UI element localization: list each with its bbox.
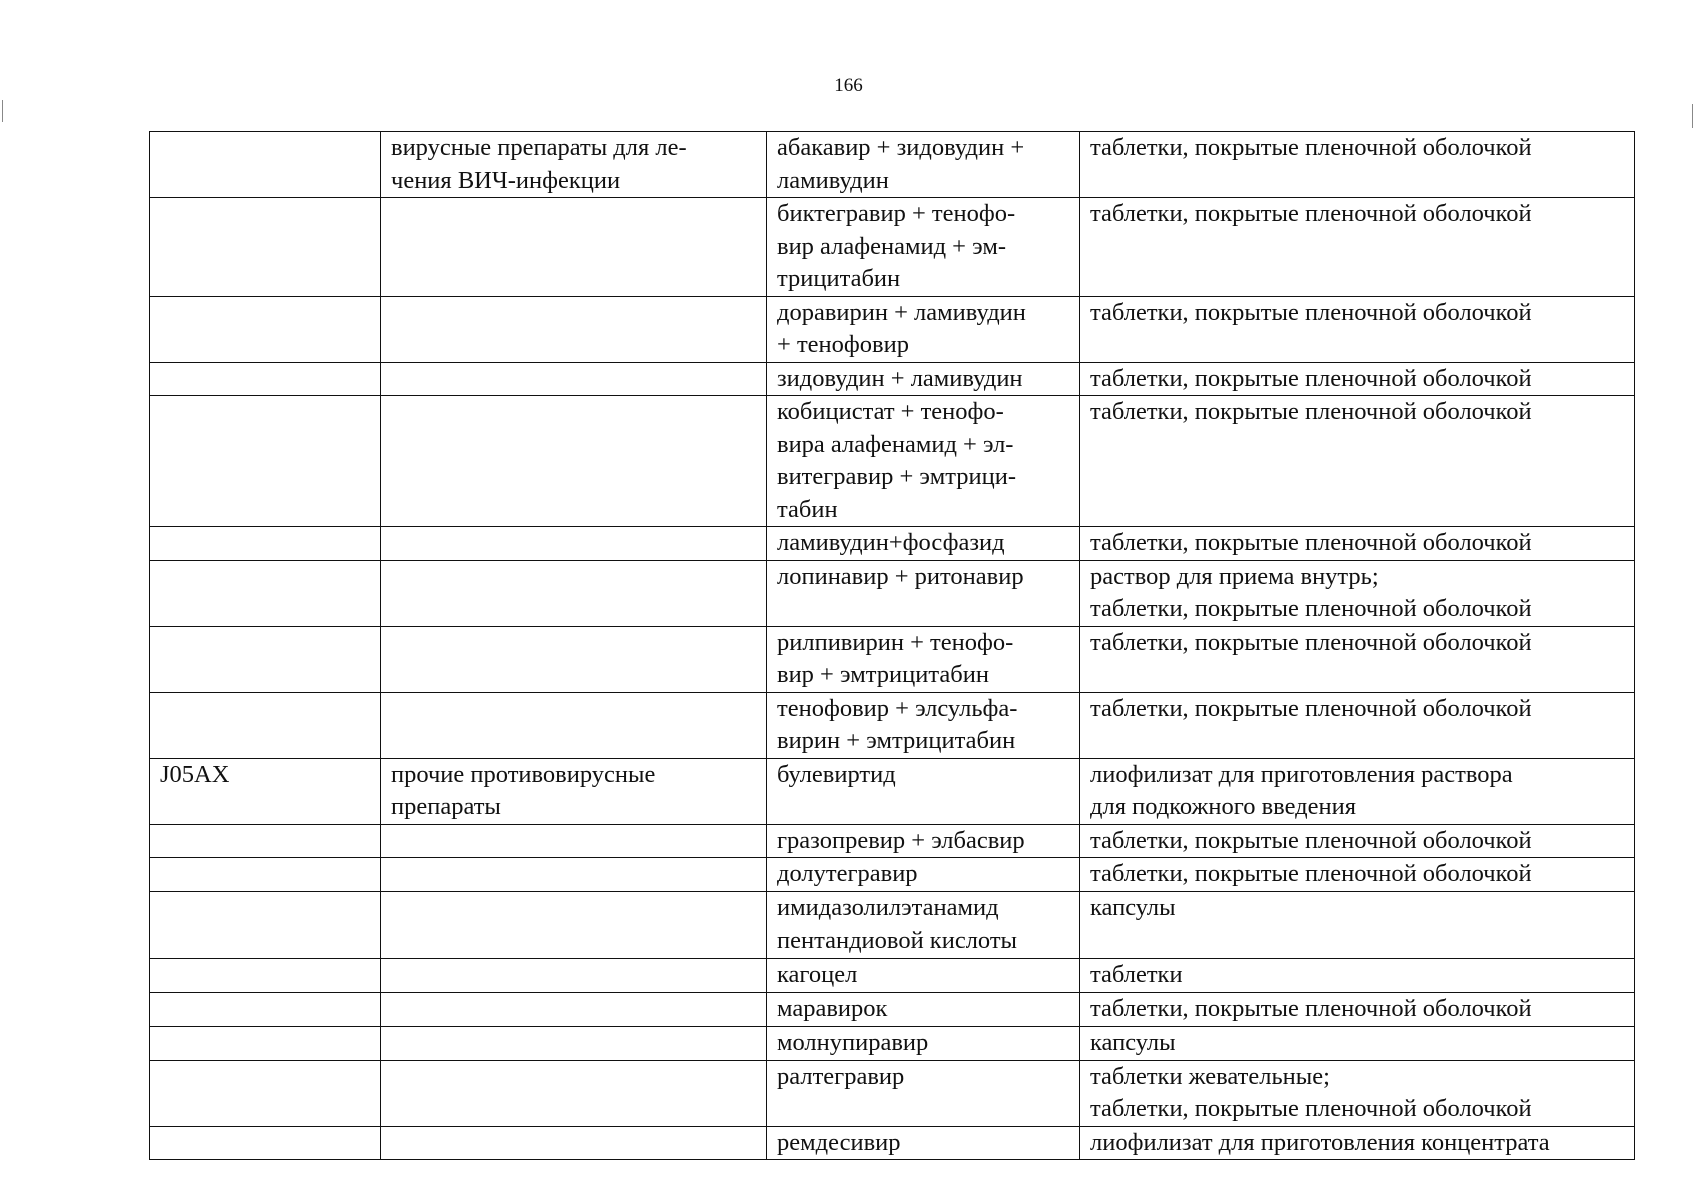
table-cell-form: таблетки, покрытые пленочной оболочкой bbox=[1080, 824, 1635, 858]
table-cell-form: таблетки, покрытые пленочной оболочкой bbox=[1080, 626, 1635, 692]
table-cell-group bbox=[381, 824, 767, 858]
table-cell-group bbox=[381, 560, 767, 626]
table-cell-form: лиофилизат для приготовления концентрата bbox=[1080, 1126, 1635, 1160]
table-cell-code bbox=[150, 362, 381, 396]
table-cell-code bbox=[150, 858, 381, 892]
table-cell-group bbox=[381, 396, 767, 527]
table-cell-form: капсулы bbox=[1080, 892, 1635, 959]
table-cell-form: таблетки, покрытые пленочной оболочкой bbox=[1080, 296, 1635, 362]
table-cell-code bbox=[150, 296, 381, 362]
table-row bbox=[150, 1026, 1635, 1060]
table-cell-group bbox=[381, 527, 767, 561]
table-cell-code bbox=[150, 560, 381, 626]
table-cell-group bbox=[381, 296, 767, 362]
table-cell-form: таблетки bbox=[1080, 959, 1635, 993]
scan-edge-mark bbox=[1692, 104, 1693, 128]
table-cell-form: таблетки, покрытые пленочной оболочкой bbox=[1080, 692, 1635, 758]
table-cell-code bbox=[150, 132, 381, 198]
table-cell-code bbox=[150, 527, 381, 561]
table-row bbox=[150, 132, 1635, 198]
table-cell-drug: биктегравир + тенофо- вир алафенамид + эм- трицитабин bbox=[767, 198, 1080, 297]
table-cell-drug: гразопревир + элбасвир bbox=[767, 824, 1080, 858]
table-cell-group bbox=[381, 692, 767, 758]
table-cell-form: таблетки, покрытые пленочной оболочкой bbox=[1080, 198, 1635, 297]
table-cell-drug: маравирок bbox=[767, 992, 1080, 1026]
table-cell-group bbox=[381, 892, 767, 959]
table-cell-drug: молнупиравир bbox=[767, 1026, 1080, 1060]
table-row bbox=[150, 824, 1635, 858]
table-row bbox=[150, 527, 1635, 561]
table-cell-group bbox=[381, 626, 767, 692]
table-cell-code bbox=[150, 1060, 381, 1126]
table-cell-group: прочие противовирусные препараты bbox=[381, 758, 767, 824]
table-cell-code bbox=[150, 692, 381, 758]
table-row bbox=[150, 560, 1635, 626]
table-cell-code bbox=[150, 396, 381, 527]
table-cell-form: таблетки, покрытые пленочной оболочкой bbox=[1080, 396, 1635, 527]
table-cell-form: капсулы bbox=[1080, 1026, 1635, 1060]
table-cell-drug: тенофовир + элсульфа- вирин + эмтрицитабин bbox=[767, 692, 1080, 758]
table-cell-code bbox=[150, 959, 381, 993]
table-row bbox=[150, 396, 1635, 527]
table-row bbox=[150, 626, 1635, 692]
table-cell-group bbox=[381, 1026, 767, 1060]
table-cell-drug: имидазолилэтанамид пентандиовой кислоты bbox=[767, 892, 1080, 959]
table-cell-code: J05AX bbox=[150, 758, 381, 824]
table-cell-form: раствор для приема внутрь; таблетки, покрытые пленочной оболочкой bbox=[1080, 560, 1635, 626]
table-cell-drug: доравирин + ламивудин + тенофовир bbox=[767, 296, 1080, 362]
table-row bbox=[150, 1126, 1635, 1160]
table-row bbox=[150, 692, 1635, 758]
table-row bbox=[150, 362, 1635, 396]
table-cell-form: таблетки, покрытые пленочной оболочкой bbox=[1080, 362, 1635, 396]
table-row bbox=[150, 198, 1635, 297]
table-row bbox=[150, 992, 1635, 1026]
table-cell-drug: абакавир + зидовудин + ламивудин bbox=[767, 132, 1080, 198]
table-cell-group bbox=[381, 992, 767, 1026]
table-cell-group bbox=[381, 1126, 767, 1160]
drug-table bbox=[149, 131, 1635, 1160]
table-cell-drug: рилпивирин + тенофо- вир + эмтрицитабин bbox=[767, 626, 1080, 692]
table-row bbox=[150, 892, 1635, 959]
scan-edge-mark bbox=[2, 100, 3, 122]
table-cell-group bbox=[381, 858, 767, 892]
table-cell-form: таблетки, покрытые пленочной оболочкой bbox=[1080, 132, 1635, 198]
table-cell-form: таблетки, покрытые пленочной оболочкой bbox=[1080, 527, 1635, 561]
table-cell-group bbox=[381, 1060, 767, 1126]
page-number: 166 bbox=[834, 75, 863, 96]
table-cell-form: таблетки, покрытые пленочной оболочкой bbox=[1080, 992, 1635, 1026]
table-cell-group bbox=[381, 198, 767, 297]
table-cell-code bbox=[150, 824, 381, 858]
table-cell-drug: зидовудин + ламивудин bbox=[767, 362, 1080, 396]
table-cell-code bbox=[150, 892, 381, 959]
table-body bbox=[150, 132, 1635, 1160]
table-cell-drug: долутегравир bbox=[767, 858, 1080, 892]
table-row bbox=[150, 858, 1635, 892]
table-cell-group bbox=[381, 362, 767, 396]
table-cell-drug: кагоцел bbox=[767, 959, 1080, 993]
table-row bbox=[150, 758, 1635, 824]
table-cell-drug: ламивудин+фосфазид bbox=[767, 527, 1080, 561]
table-cell-form: лиофилизат для приготовления раствора для подкожного введения bbox=[1080, 758, 1635, 824]
table-cell-code bbox=[150, 198, 381, 297]
table-row bbox=[150, 296, 1635, 362]
table-cell-drug: булевиртид bbox=[767, 758, 1080, 824]
table-cell-drug: ралтегравир bbox=[767, 1060, 1080, 1126]
table-cell-code bbox=[150, 1126, 381, 1160]
table-cell-drug: лопинавир + ритонавир bbox=[767, 560, 1080, 626]
table-cell-code bbox=[150, 626, 381, 692]
table-cell-drug: кобицистат + тенофо- вира алафенамид + эл- витегравир + эмтрици- табин bbox=[767, 396, 1080, 527]
table-cell-form: таблетки, покрытые пленочной оболочкой bbox=[1080, 858, 1635, 892]
table-cell-form: таблетки жевательные; таблетки, покрытые пленочной оболочкой bbox=[1080, 1060, 1635, 1126]
table-row bbox=[150, 1060, 1635, 1126]
table-cell-group: вирусные препараты для ле- чения ВИЧ-инфекции bbox=[381, 132, 767, 198]
table-cell-group bbox=[381, 959, 767, 993]
table-cell-code bbox=[150, 992, 381, 1026]
table-cell-drug: ремдесивир bbox=[767, 1126, 1080, 1160]
table-row bbox=[150, 959, 1635, 993]
table-cell-code bbox=[150, 1026, 381, 1060]
